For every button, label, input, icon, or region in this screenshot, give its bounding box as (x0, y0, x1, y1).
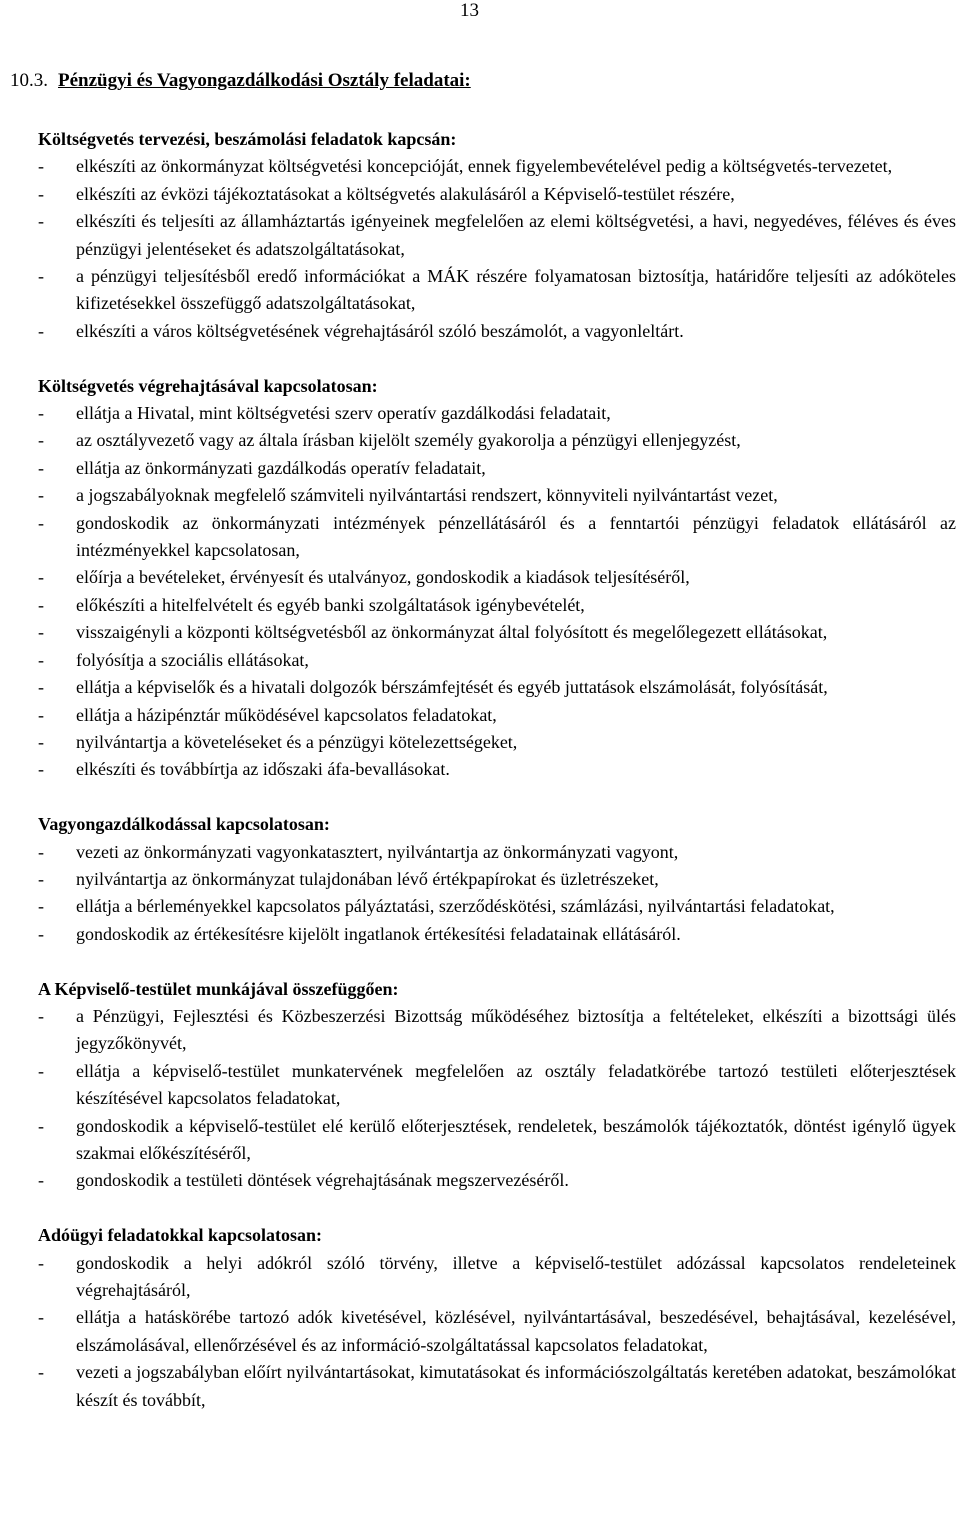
section-title: Adóügyi feladatokkal kapcsolatosan: (38, 1225, 323, 1246)
dash-bullet: - (38, 594, 44, 615)
task-text: ellátja a képviselő-testület munkatervének megfelelően az osztály feladatkörébe tartozó testületi előterjesztések készítésével kapcsolatos feladatokat, (76, 1060, 956, 1109)
task-list-item (38, 181, 956, 208)
dash-bullet: - (38, 211, 44, 232)
dash-bullet: - (38, 485, 44, 506)
dash-bullet: - (38, 266, 44, 287)
task-text: elkészíti és teljesíti az államháztartás igényeinek megfelelően az elemi költségvetési, a havi, negyedéves, féléves és éves pénzügyi jelentéseket és adatszolgáltatásokat, (76, 211, 956, 259)
task-text: ellátja a hatáskörébe tartozó adók kivetésével, közlésével, nyilvántartásával, beszedésével, behajtásával, kezelésével, elszámolásával, ellenőrzésével és az információ-szolgáltatással kapcsolatos feladatokat, (76, 1307, 956, 1355)
task-list-item (38, 1250, 956, 1305)
task-list (38, 400, 956, 784)
task-text: ellátja a képviselők és a hivatali dolgozók bérszámfejtését és egyéb juttatások elszámolását, folyósítását, (76, 677, 828, 698)
task-text: előkészíti a hitelfelvételt és egyéb banki szolgáltatások igénybevételét, (76, 594, 585, 615)
task-list (38, 1250, 956, 1414)
page-number: 13 (460, 0, 479, 21)
task-list-item (38, 647, 956, 674)
task-text: visszaigényli a központi költségvetésből az önkormányzat által folyósított és megelőlegezett ellátásokat, (76, 622, 828, 643)
task-list-item (38, 482, 956, 509)
dash-bullet: - (38, 677, 44, 698)
task-text: elkészíti és továbbírtja az időszaki áfa-bevallásokat. (76, 759, 450, 780)
dash-bullet: - (38, 1005, 44, 1026)
task-text: elkészíti a város költségvetésének végrehajtásáról szóló beszámolót, a vagyonleltárt. (76, 320, 684, 341)
task-text: előírja a bevételeket, érvényesít és utalványoz, gondoskodik a kiadások teljesítéséről, (76, 567, 690, 588)
dash-bullet: - (38, 1115, 44, 1136)
section (38, 126, 956, 345)
task-text: folyósítja a szociális ellátásokat, (76, 649, 309, 670)
task-text: ellátja a bérleményekkel kapcsolatos pályáztatási, szerződéskötési, számlázási, nyilvántartási feladatokat, (76, 896, 835, 917)
task-list-item (38, 427, 956, 454)
task-list-item (38, 729, 956, 756)
dash-bullet: - (38, 731, 44, 752)
task-list (38, 839, 956, 949)
dash-bullet: - (38, 430, 44, 451)
dash-bullet: - (38, 841, 44, 862)
task-list-item (38, 1058, 956, 1113)
task-list-item (38, 1113, 956, 1168)
task-list-item (38, 1003, 956, 1058)
dash-bullet: - (38, 512, 44, 533)
dash-bullet: - (38, 896, 44, 917)
dash-bullet: - (38, 183, 44, 204)
task-text: a Pénzügyi, Fejlesztési és Közbeszerzési Bizottság működéséhez biztosítja a feltételeket, elkészíti a bizottsági ülés jegyzőkönyvét, (76, 1005, 956, 1054)
section-title: Költségvetés végrehajtásával kapcsolatosan: (38, 375, 378, 396)
task-list-item (38, 153, 956, 180)
dash-bullet: - (38, 1307, 44, 1328)
task-text: az osztályvezető vagy az általa írásban kijelölt személy gyakorolja a pénzügyi ellenjegyzést, (76, 430, 741, 451)
task-text: ellátja a Hivatal, mint költségvetési szerv operatív gazdálkodási feladatait, (76, 403, 611, 424)
task-list-item (38, 208, 956, 263)
task-text: ellátja az önkormányzati gazdálkodás operatív feladatait, (76, 457, 486, 478)
section (38, 811, 956, 948)
dash-bullet: - (38, 1170, 44, 1191)
task-text: gondoskodik az értékesítésre kijelölt ingatlanok értékesítési feladatainak ellátásáról. (76, 923, 681, 944)
heading-title: Pénzügyi és Vagyongazdálkodási Osztály feladatai: (58, 70, 471, 91)
task-text: vezeti a jogszabályban előírt nyilvántartásokat, kimutatásokat és információszolgáltatás keretében adatokat, beszámolókat készít és továbbít, (76, 1362, 956, 1410)
dash-bullet: - (38, 649, 44, 670)
task-text: nyilvántartja a követeléseket és a pénzügyi kötelezettségeket, (76, 731, 518, 752)
task-list-item (38, 756, 956, 783)
task-text: a pénzügyi teljesítésből eredő információkat a MÁK részére folyamatosan biztosítja, határidőre teljesíti az adóköteles kifizetésekkel összefüggő adatszolgáltatásokat, (76, 266, 956, 314)
task-list (38, 1003, 956, 1195)
task-list-item (38, 921, 956, 948)
dash-bullet: - (38, 759, 44, 780)
task-list-item (38, 263, 956, 318)
task-list-item (38, 1167, 956, 1194)
task-list-item (38, 1359, 956, 1414)
task-list-item (38, 455, 956, 482)
task-text: gondoskodik a képviselő-testület elé kerülő előterjesztések, rendeletek, beszámolók tájékoztatók, döntést igénylő ügyek szakmai előkészítéséről, (76, 1115, 956, 1163)
task-list-item (38, 564, 956, 591)
task-text: gondoskodik az önkormányzati intézmények pénzellátásáról és a fenntartói pénzügyi feladatok ellátásáról az intézményekkel kapcsolatosan, (76, 512, 956, 561)
heading-number: 10.3. (10, 70, 48, 91)
dash-bullet: - (38, 1060, 44, 1081)
dash-bullet: - (38, 457, 44, 478)
task-list-item (38, 674, 956, 701)
task-text: ellátja a házipénztár működésével kapcsolatos feladatokat, (76, 704, 497, 725)
task-list-item (38, 1304, 956, 1359)
task-text: gondoskodik a testületi döntések végrehajtásának megszervezéséről. (76, 1170, 569, 1191)
section-title: A Képviselő-testület munkájával összefüggően: (38, 978, 399, 999)
section (38, 1222, 956, 1414)
document-body (38, 126, 956, 1441)
task-list-item (38, 510, 956, 565)
dash-bullet: - (38, 704, 44, 725)
task-text: elkészíti az önkormányzat költségvetési koncepcióját, ennek figyelembevételével pedig a költségvetés-tervezetet, (76, 156, 893, 177)
dash-bullet: - (38, 1252, 44, 1273)
task-list-item (38, 619, 956, 646)
dash-bullet: - (38, 1362, 44, 1383)
section-title: Vagyongazdálkodással kapcsolatosan: (38, 814, 330, 835)
task-text: a jogszabályoknak megfelelő számviteli nyilvántartási rendszert, könnyviteli nyilvántartást vezet, (76, 485, 778, 506)
section (38, 373, 956, 784)
dash-bullet: - (38, 320, 44, 341)
dash-bullet: - (38, 403, 44, 424)
task-list (38, 153, 956, 345)
task-list-item (38, 592, 956, 619)
task-list-item (38, 400, 956, 427)
task-text: vezeti az önkormányzati vagyonkatasztert, nyilvántartja az önkormányzati vagyont, (76, 841, 679, 862)
dash-bullet: - (38, 868, 44, 889)
task-text: nyilvántartja az önkormányzat tulajdonában lévő értékpapírokat és üzletrészeket, (76, 868, 659, 889)
dash-bullet: - (38, 923, 44, 944)
dash-bullet: - (38, 622, 44, 643)
chapter-heading (10, 68, 471, 94)
task-text: elkészíti az évközi tájékoztatásokat a költségvetés alakulásáról a Képviselő-testület részére, (76, 183, 735, 204)
dash-bullet: - (38, 156, 44, 177)
section-title: Költségvetés tervezési, beszámolási feladatok kapcsán: (38, 129, 457, 149)
dash-bullet: - (38, 567, 44, 588)
section (38, 976, 956, 1195)
task-list-item (38, 839, 956, 866)
task-list-item (38, 702, 956, 729)
task-text: gondoskodik a helyi adókról szóló törvény, illetve a képviselő-testület adózással kapcsolatos rendeleteinek végrehajtásáról, (76, 1252, 956, 1300)
task-list-item (38, 318, 956, 345)
task-list-item (38, 866, 956, 893)
task-list-item (38, 893, 956, 920)
